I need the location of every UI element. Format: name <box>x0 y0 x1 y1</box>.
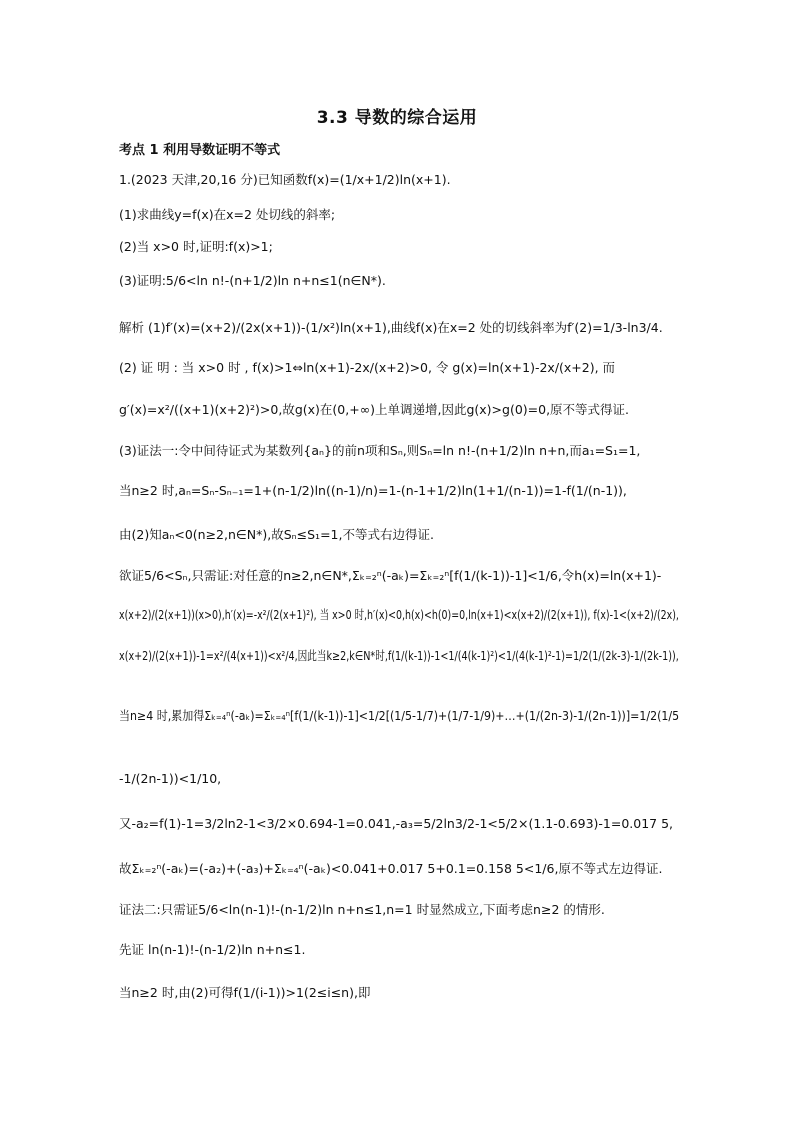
text-line: 当n≥2 时,aₙ=Sₙ-Sₙ₋₁=1+(n-1/2)ln((n-1)/n)=1-(n-1+1/2)ln(1+1/(n-1))=1-f(1/(n-1)), <box>119 483 627 498</box>
text-line: 当n≥2 时,由(2)可得f(1/(i-1))>1(2≤i≤n),即 <box>119 985 371 1000</box>
text-line: x(x+2)/(2(x+1))-1=x²/(4(x+1))<x²/4,因此当k≥2,k∈N*时,f(1/(k-1))-1<1/(4(k-1)²)<1/(4(k-1)²-1)=1/2(1/(2k-3)-1/(2k-1)), <box>119 648 679 663</box>
text-line: g′(x)=x²/((x+1)(x+2)²)>0,故g(x)在(0,+∞)上单调递增,因此g(x)>g(0)=0,原不等式得证. <box>119 402 630 417</box>
text-line: (3)证明:5/6<ln n!-(n+1/2)ln n+n≤1(n∈N*). <box>119 273 386 288</box>
text-line: x(x+2)/(2(x+1))(x>0),h′(x)=-x²/(2(x+1)²), 当 x>0 时,h′(x)<0,h(x)<h(0)=0,ln(x+1)<x(x+2)/(2(x+1)), f(x)-1<(x+2)/(2x), <box>119 607 679 622</box>
text-line: (2)当 x>0 时,证明:f(x)>1; <box>119 239 273 254</box>
text-line: -1/(2n-1))<1/10, <box>119 771 222 786</box>
text-line: (1)求曲线y=f(x)在x=2 处切线的斜率; <box>119 207 336 222</box>
text-line: (3)证法一:令中间待证式为某数列{aₙ}的前n项和Sₙ,则Sₙ=ln n!-(n+1/2)ln n+n,而a₁=S₁=1, <box>119 443 641 458</box>
section-heading: 考点 1 利用导数证明不等式 <box>119 143 281 158</box>
text-line: 由(2)知aₙ<0(n≥2,n∈N*),故Sₙ≤S₁=1,不等式右边得证. <box>119 527 434 542</box>
text-line: 解析 (1)f′(x)=(x+2)/(2x(x+1))-(1/x²)ln(x+1),曲线f(x)在x=2 处的切线斜率为f′(2)=1/3-ln3/4. <box>119 320 663 335</box>
page-title: 3.3 导数的综合运用 <box>316 108 478 128</box>
text-line: 又-a₂=f(1)-1=3/2ln2-1<3/2×0.694-1=0.041,-a₃=5/2ln3/2-1<5/2×(1.1-0.693)-1=0.017 5, <box>119 816 674 831</box>
text-line: (2) 证 明 : 当 x>0 时 , f(x)>1⇔ln(x+1)-2x/(x+2)>0, 令 g(x)=ln(x+1)-2x/(x+2), 而 <box>119 360 616 375</box>
text-line: 证法二:只需证5/6<ln(n-1)!-(n-1/2)ln n+n≤1,n=1 时显然成立,下面考虑n≥2 的情形. <box>119 902 605 917</box>
text-line: 1.(2023 天津,20,16 分)已知函数f(x)=(1/x+1/2)ln(x+1). <box>119 172 451 187</box>
text-line: 故Σₖ₌₂ⁿ(-aₖ)=(-a₂)+(-a₃)+Σₖ₌₄ⁿ(-aₖ)<0.041+0.017 5+0.1=0.158 5<1/6,原不等式左边得证. <box>119 861 663 876</box>
text-line: 欲证5/6<Sₙ,只需证:对任意的n≥2,n∈N*,Σₖ₌₂ⁿ(-aₖ)=Σₖ₌₂ⁿ[f(1/(k-1))-1]<1/6,令h(x)=ln(x+1)- <box>119 568 662 583</box>
text-line: 当n≥4 时,累加得Σₖ₌₄ⁿ(-aₖ)=Σₖ₌₄ⁿ[f(1/(k-1))-1]<1/2[(1/5-1/7)+(1/7-1/9)+…+(1/(2n-3)-1/(2n-1))]=1/2(1/5 <box>119 708 680 723</box>
text-line: 先证 ln(n-1)!-(n-1/2)ln n+n≤1. <box>119 942 306 957</box>
